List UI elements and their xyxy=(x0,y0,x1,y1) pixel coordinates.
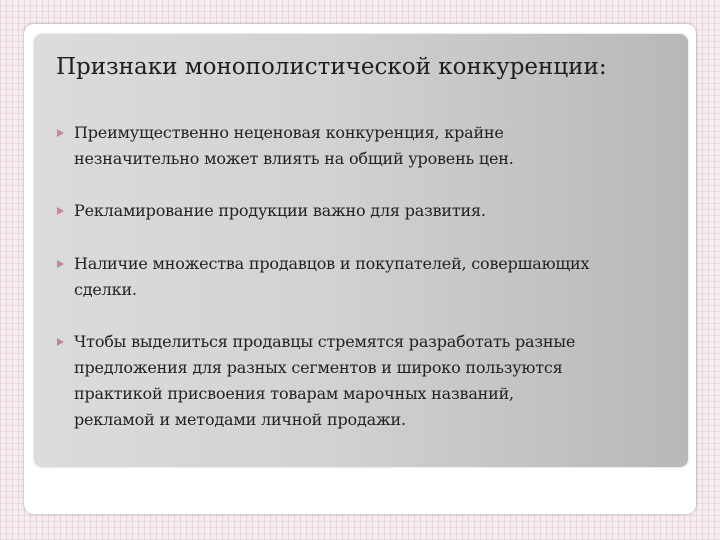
bullet-line: Наличие множества продавцов и покупателей, совершающих xyxy=(74,254,590,273)
bullet-text xyxy=(74,329,676,433)
bullet-line: Чтобы выделиться продавцы стремятся разработать разные xyxy=(74,332,576,351)
bullet-line: предложения для разных сегментов и широко пользуются xyxy=(74,358,563,377)
slide-title: Признаки монополистической конкуренции: xyxy=(56,54,607,80)
bullet-arrow-icon xyxy=(57,260,64,268)
bullet-line: Преимущественно неценовая конкуренция, крайне xyxy=(74,123,504,142)
bullet-item xyxy=(56,120,676,172)
bullet-line: незначительно может влиять на общий уровень цен. xyxy=(74,149,514,168)
bullet-item xyxy=(56,198,676,224)
bullet-line: Рекламирование продукции важно для развития. xyxy=(74,201,486,220)
bullet-text xyxy=(74,120,676,172)
bullet-arrow-icon xyxy=(57,129,64,137)
bullet-line: рекламой и методами личной продажи. xyxy=(74,410,406,429)
bullet-line: сделки. xyxy=(74,280,137,299)
bullet-arrow-icon xyxy=(57,207,64,215)
bullet-arrow-icon xyxy=(57,338,64,346)
bullet-line: практикой присвоения товарам марочных названий, xyxy=(74,384,514,403)
bullet-item xyxy=(56,251,676,303)
bullet-item xyxy=(56,329,676,433)
bullet-text xyxy=(74,251,676,303)
bullet-text xyxy=(74,198,676,224)
